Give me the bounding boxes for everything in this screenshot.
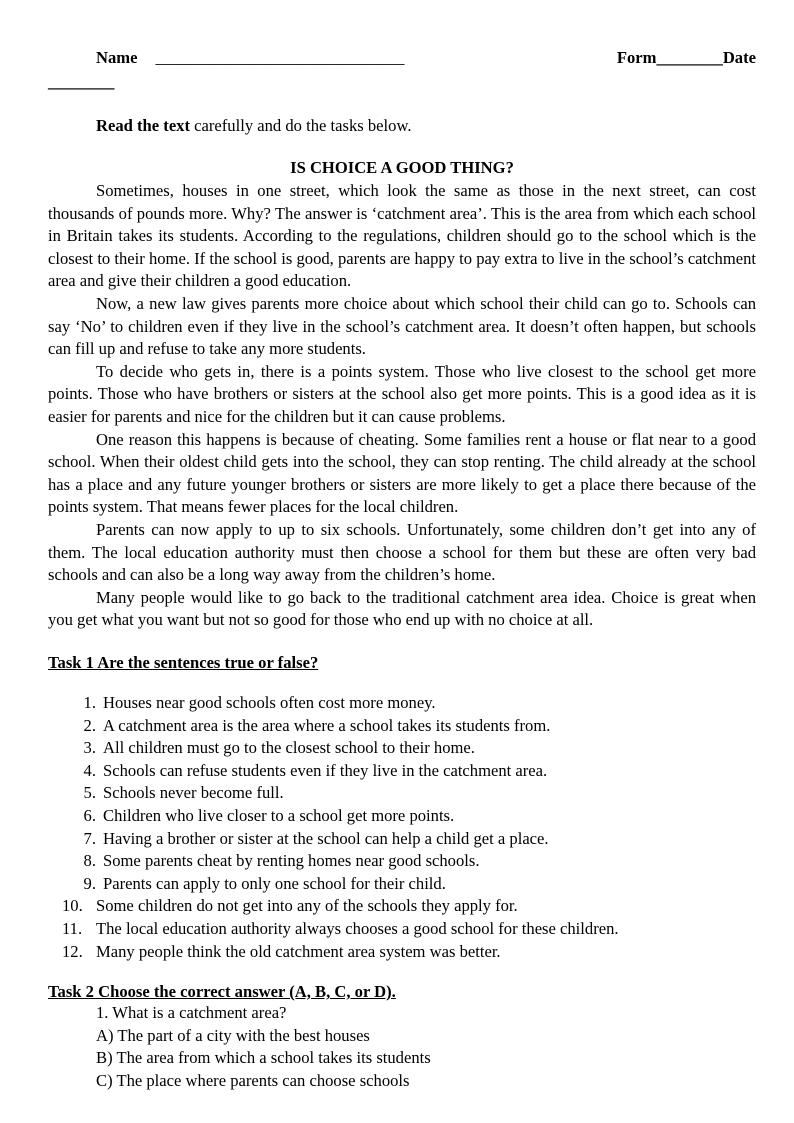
answer-option: C) The place where parents can choose schools [96, 1070, 410, 1090]
item-number: 6. [83, 805, 96, 825]
list-item [70, 760, 760, 783]
item-number: 1. [83, 693, 96, 712]
task2-heading: Task 2 Choose the correct answer (A, B, C, or D). [48, 982, 396, 1001]
paragraph: To decide who gets in, there is a points system. Those who live closest to the school get more points. Those who have brothers or sisters at the school also get more points. This is a good idea as it is easier for parents and nice for the children but it can cause problems. [48, 361, 756, 426]
item-number: 3. [83, 738, 96, 758]
list-item [62, 918, 760, 941]
item-number: 2. [83, 715, 96, 735]
reading-text [48, 180, 756, 632]
paragraph: Now, a new law gives parents more choice about which school their child can go to. Schools can say ‘No’ to children even if they live in the school’s catchment area. It doesn’t often happen, but schools can fill up and refuse to take any more students. [48, 293, 756, 359]
answer-option: A) The part of a city with the best houses [96, 1025, 370, 1045]
item-number: 11. [62, 918, 83, 938]
instructions [96, 114, 412, 138]
list-item [70, 873, 760, 896]
item-text: A catchment area is the area where a school takes its students from. [103, 715, 551, 735]
task1-list [62, 692, 760, 963]
name-label: Name [96, 48, 138, 67]
list-item [70, 805, 760, 828]
item-number: 8. [83, 851, 96, 871]
item-text: Many people think the old catchment area system was better. [96, 941, 501, 961]
item-text: Houses near good schools often cost more money. [103, 693, 436, 712]
item-number: 9. [83, 873, 96, 893]
item-number: 12. [62, 941, 83, 961]
instructions-rest: carefully and do the tasks below. [190, 116, 412, 135]
task2-question-block [96, 1002, 431, 1092]
paragraph: Sometimes, houses in one street, which look the same as those in the next street, can cost thousands of pounds more. Why? The answer is ‘catchment area’. This is the area from which each school in Britain takes its students. According to the regulations, children should go to the school which is the closest to their home. If the school is good, parents are happy to pay extra to live in the school’s catchment area and give their children a good education. [48, 181, 756, 291]
list-item [70, 692, 760, 715]
item-text: Schools never become full. [103, 783, 284, 803]
item-text: Children who live closer to a school get more points. [103, 805, 455, 825]
instructions-bold: Read the text [96, 116, 191, 135]
text-title: IS CHOICE A GOOD THING? [290, 158, 514, 177]
item-text: Schools can refuse students even if they live in the catchment area. [103, 760, 548, 780]
list-item [70, 737, 760, 760]
list-item [70, 850, 760, 873]
question-text: 1. What is a catchment area? [96, 1003, 287, 1022]
paragraph: Many people would like to go back to the traditional catchment area idea. Choice is great when you get what you want but not so good for those who end up with no choice at all. [48, 587, 756, 630]
header [48, 46, 756, 94]
list-item [62, 895, 760, 918]
list-item [70, 828, 760, 851]
header-row [48, 46, 756, 70]
date-line: ________ [48, 72, 115, 91]
list-item [62, 941, 760, 964]
item-text: Some parents cheat by renting homes near good schools. [103, 851, 480, 871]
list-item [70, 715, 760, 738]
item-text: Some children do not get into any of the schools they apply for. [96, 896, 518, 916]
name-line: ______________________________ [155, 48, 405, 67]
item-number: 5. [83, 783, 96, 803]
paragraph: One reason this happens is because of cheating. Some families rent a house or flat near to a good school. When their oldest child gets into the school, they can stop renting. The child already at the school has a place and any future younger brothers or sisters are more likely to get a place there because of the points system. That means fewer places for the local children. [48, 429, 756, 517]
item-number: 4. [83, 760, 96, 780]
form-date-label: Form________Date [616, 48, 756, 67]
item-text: The local education authority always chooses a good school for these children. [96, 918, 619, 938]
item-text: Parents can apply to only one school for their child. [103, 873, 446, 893]
item-number: 7. [83, 828, 96, 848]
answer-option: B) The area from which a school takes its students [96, 1048, 431, 1068]
item-text: All children must go to the closest school to their home. [103, 738, 475, 758]
item-text: Having a brother or sister at the school can help a child get a place. [103, 828, 549, 848]
item-number: 10. [62, 896, 83, 916]
task1-heading: Task 1 Are the sentences true or false? [48, 653, 319, 672]
list-item [70, 782, 760, 805]
paragraph: Parents can now apply to up to six schools. Unfortunately, some children don’t get into any of them. The local education authority must then choose a school for them but these are often very bad schools and can also be a long way away from the children’s home. [48, 519, 756, 585]
